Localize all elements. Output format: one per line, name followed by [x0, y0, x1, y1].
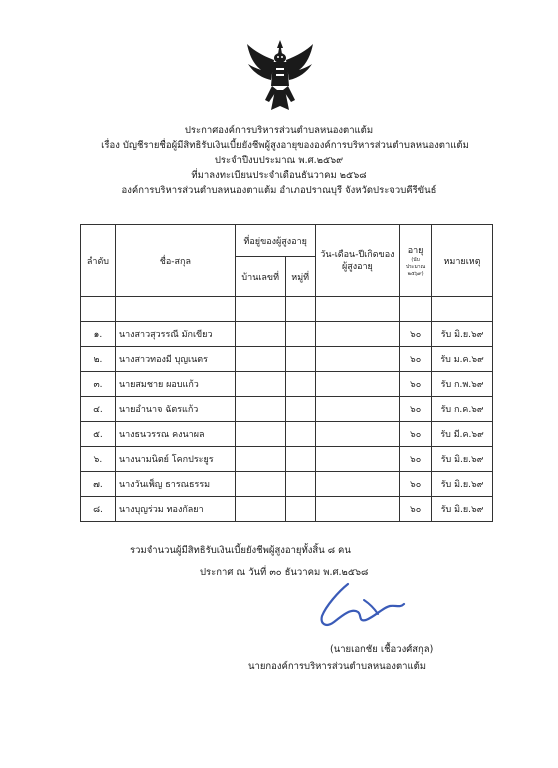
row-dob — [315, 422, 399, 447]
row-no: ๕. — [81, 422, 116, 447]
row-moo — [285, 397, 315, 422]
row-remark: รับ มิ.ย.๖๙ — [432, 497, 493, 522]
row-dob — [315, 497, 399, 522]
row-house-no — [235, 397, 285, 422]
row-no: ๒. — [81, 347, 116, 372]
row-age: ๖๐ — [400, 422, 432, 447]
row-name: นางนามนิตย์ โคกประยูร — [115, 447, 235, 472]
row-remark: รับ มี.ค.๖๙ — [432, 422, 493, 447]
row-age: ๖๐ — [400, 447, 432, 472]
row-house-no — [235, 322, 285, 347]
row-no: ๓. — [81, 372, 116, 397]
row-remark: รับ ม.ค.๖๙ — [432, 347, 493, 372]
header-no: ลำดับ — [81, 225, 116, 297]
row-dob — [315, 372, 399, 397]
row-remark: รับ ก.ค.๖๙ — [432, 397, 493, 422]
row-no: ๑. — [81, 322, 116, 347]
header-house-no: บ้านเลขที่ — [235, 257, 285, 297]
row-name: นางบุญร่วม ทองกัลยา — [115, 497, 235, 522]
announcement-date: ประกาศ ณ วันที่ ๓๐ ธันวาคม พ.ศ.๒๕๖๘ — [200, 567, 369, 578]
announcement-title: ประกาศองค์การบริหารส่วนตำบลหนองตาแต้ม — [184, 125, 374, 136]
row-no: ๗. — [81, 472, 116, 497]
row-house-no — [235, 447, 285, 472]
row-dob — [315, 347, 399, 372]
row-house-no — [235, 497, 285, 522]
header-remark: หมายเหตุ — [432, 225, 493, 297]
row-moo — [285, 447, 315, 472]
row-name: นางธนวรรณ คงนาผล — [115, 422, 235, 447]
row-remark: รับ มิ.ย.๖๙ — [432, 472, 493, 497]
row-no: ๖. — [81, 447, 116, 472]
signature-icon — [318, 578, 408, 633]
row-age: ๖๐ — [400, 397, 432, 422]
row-house-no — [235, 347, 285, 372]
header-name: ชื่อ-สกุล — [115, 225, 235, 297]
row-age: ๖๐ — [400, 497, 432, 522]
row-dob — [315, 397, 399, 422]
garuda-emblem-icon — [245, 38, 315, 116]
header-dob: วัน-เดือน-ปีเกิดของผู้สูงอายุ — [315, 225, 399, 297]
row-name: นายอำนาจ ฉัตรแก้ว — [115, 397, 235, 422]
announcement-subject: เรื่อง บัญชีรายชื่อผู้มีสิทธิรับเงินเบี้ยยังชีพผู้สูงอายุขององค์การบริหารส่วนตำบลหนองตาแต้ม — [101, 140, 469, 151]
row-house-no — [235, 472, 285, 497]
row-dob — [315, 322, 399, 347]
table-row — [81, 347, 493, 372]
row-remark: รับ ก.พ.๖๙ — [432, 372, 493, 397]
row-name: นางสาวทองมี บุญเนตร — [115, 347, 235, 372]
table-row — [81, 447, 493, 472]
table-row — [81, 497, 493, 522]
row-moo — [285, 422, 315, 447]
row-no: ๘. — [81, 497, 116, 522]
header-moo: หมู่ที่ — [285, 257, 315, 297]
signer-name: (นายเอกชัย เชื้อวงศ์สกุล) — [330, 644, 434, 655]
table-row — [81, 322, 493, 347]
row-no: ๔. — [81, 397, 116, 422]
row-age: ๖๐ — [400, 322, 432, 347]
table-row — [81, 422, 493, 447]
row-house-no — [235, 422, 285, 447]
row-age: ๖๐ — [400, 347, 432, 372]
row-moo — [285, 372, 315, 397]
table-row — [81, 372, 493, 397]
organization-address: องค์การบริหารส่วนตำบลหนองตาแต้ม อำเภอปราณบุรี จังหวัดประจวบคีรีขันธ์ — [121, 185, 437, 196]
row-age: ๖๐ — [400, 372, 432, 397]
row-moo — [285, 347, 315, 372]
recipient-count-summary: รวมจำนวนผู้มีสิทธิรับเงินเบี้ยยังชีพผู้สูงอายุทั้งสิ้น ๘ คน — [130, 545, 351, 556]
recipients-table — [80, 224, 493, 522]
row-moo — [285, 497, 315, 522]
row-remark: รับ มิ.ย.๖๙ — [432, 322, 493, 347]
header-age-cell — [400, 225, 432, 297]
row-moo — [285, 472, 315, 497]
table-row — [81, 397, 493, 422]
row-age: ๖๐ — [400, 472, 432, 497]
row-house-no — [235, 372, 285, 397]
header-address: ที่อยู่ของผู้สูงอายุ — [235, 225, 315, 257]
row-dob — [315, 447, 399, 472]
row-name: นายสมชาย ผอบแก้ว — [115, 372, 235, 397]
registration-month: ที่มาลงทะเบียนประจำเดือนธันวาคม ๒๕๖๘ — [191, 170, 367, 181]
row-remark: รับ มิ.ย.๖๙ — [432, 447, 493, 472]
row-moo — [285, 322, 315, 347]
table-row — [81, 472, 493, 497]
fiscal-year: ประจำปีงบประมาณ พ.ศ.๒๕๖๙ — [214, 155, 344, 166]
header-age: อายุ — [407, 246, 424, 256]
row-name: นางสาวสุวรรณี มักเขียว — [115, 322, 235, 347]
header-age-note: (นับ ประมาณ ๒๕๖๙) — [405, 257, 426, 277]
row-dob — [315, 472, 399, 497]
row-name: นางวันเพ็ญ ธารณธรรม — [115, 472, 235, 497]
signer-position: นายกองค์การบริหารส่วนตำบลหนองตาแต้ม — [248, 661, 427, 672]
